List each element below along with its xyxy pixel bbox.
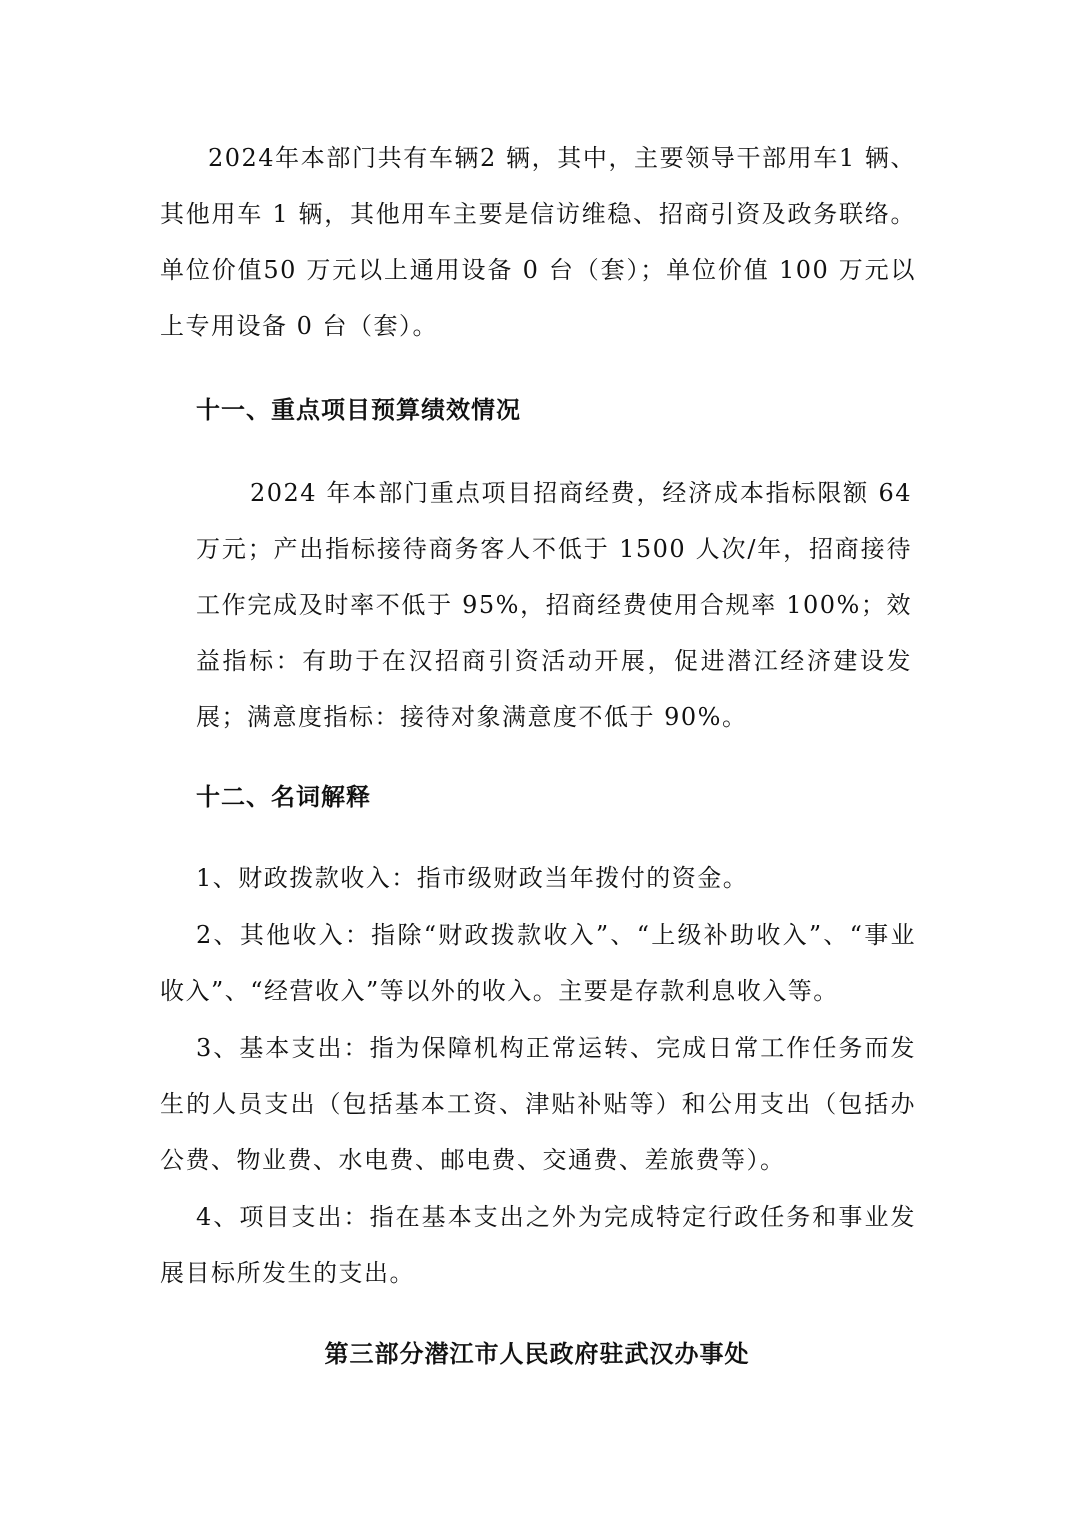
section-heading-12: 十二、名词解释 [196,783,371,811]
definition-item-3: 3、基本支出：指为保障机构正常运转、完成日常工作任务而发生的人员支出（包括基本工资、津贴补贴等）和公用支出（包括办公费、物业费、水电费、邮电费、交通费、差旅费等）。 [160,1034,916,1174]
vehicle-paragraph: 2024年本部门共有车辆2 辆，其中，主要领导干部用车1 辆、其他用车 1 辆，其他用车主要是信访维稳、招商引资及政务联络。单位价值50 万元以上通用设备 0 台（套）；单位价值 100 万元以上专用设备 0 台（套）。 [160,144,916,340]
definition-item-4: 4、项目支出：指在基本支出之外为完成特定行政任务和事业发展目标所发生的支出。 [160,1203,916,1287]
key-project-paragraph: 2024 年本部门重点项目招商经费，经济成本指标限额 64 万元；产出指标接待商务客人不低于 1500 人次/年，招商接待工作完成及时率不低于 95%，招商经费使用合规率 100%；效益指标：有助于在汉招商引资活动开展，促进潜江经济建设发展；满意度指标：接待对象满意度不低于 90%。 [196,479,912,731]
definition-item-1: 1、财政拨款收入：指市级财政当年拨付的资金。 [196,864,749,892]
part-three-title: 第三部分潜江市人民政府驻武汉办事处 [324,1340,750,1368]
section-heading-11: 十一、重点项目预算绩效情况 [196,396,521,424]
definition-item-2: 2、其他收入：指除“财政拨款收入”、“上级补助收入”、“事业收入”、“经营收入”等以外的收入。主要是存款利息收入等。 [160,921,916,1005]
